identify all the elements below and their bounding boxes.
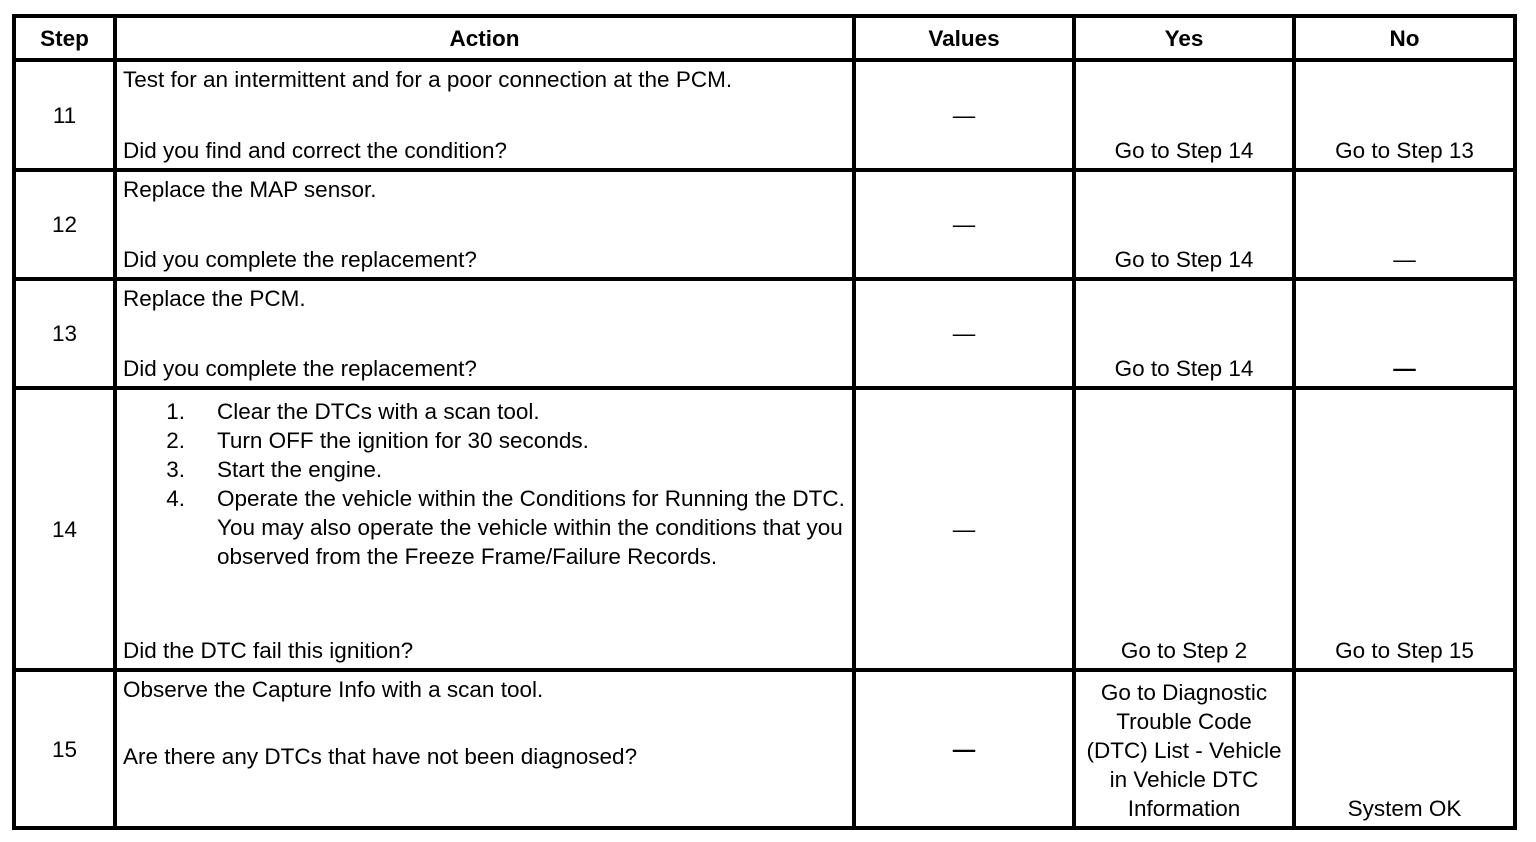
no-value: — [1393, 356, 1416, 381]
list-item-text: Operate the vehicle within the Conditions for Running the DTC. You may also operate the vehicle within the conditions that you observed from the Freeze Frame/Failure Records. [217, 486, 845, 569]
list-item-number: 1. [166, 399, 185, 424]
table-row-step-13 [14, 279, 1515, 388]
list-item-text: Turn OFF the ignition for 30 seconds. [217, 428, 589, 453]
step-number: 14 [14, 388, 115, 670]
header-values: Values [854, 16, 1074, 60]
yes-link[interactable]: Go to Step 14 [1114, 247, 1254, 272]
header-step: Step [14, 16, 115, 60]
action-question: Did you complete the replacement? [123, 247, 477, 272]
yes-cell [1074, 279, 1294, 388]
table-row-step-12 [14, 170, 1515, 279]
list-item [117, 484, 848, 571]
list-item [117, 455, 848, 484]
action-cell [115, 670, 854, 828]
header-action: Action [115, 16, 854, 60]
no-cell [1294, 170, 1515, 279]
action-steps-list [117, 397, 848, 571]
yes-link[interactable]: Go to Step 14 [1114, 356, 1254, 381]
yes-cell [1074, 60, 1294, 170]
action-instruction: Observe the Capture Info with a scan tool. [123, 677, 544, 702]
action-instruction: Test for an intermittent and for a poor connection at the PCM. [123, 67, 733, 92]
values-cell: — [854, 279, 1074, 388]
list-item [117, 426, 848, 455]
no-cell [1294, 279, 1515, 388]
no-cell [1294, 60, 1515, 170]
action-question: Are there any DTCs that have not been diagnosed? [123, 744, 638, 769]
step-number: 13 [14, 279, 115, 388]
no-cell [1294, 670, 1515, 828]
yes-link[interactable]: Go to Step 2 [1120, 638, 1248, 663]
action-cell [115, 170, 854, 279]
list-item-number: 4. [166, 486, 185, 511]
action-question: Did you find and correct the condition? [123, 138, 507, 163]
list-item-number: 2. [166, 428, 185, 453]
action-question: Did you complete the replacement? [123, 356, 477, 381]
no-link[interactable]: Go to Step 15 [1335, 638, 1474, 663]
list-item [117, 397, 848, 426]
no-link[interactable]: Go to Step 13 [1335, 138, 1474, 163]
action-cell [115, 388, 854, 670]
step-number: 11 [14, 60, 115, 170]
action-instruction: Replace the PCM. [123, 286, 306, 311]
yes-cell [1074, 388, 1294, 670]
table-row-step-15 [14, 670, 1515, 828]
action-question: Did the DTC fail this ignition? [123, 638, 414, 663]
header-yes: Yes [1074, 16, 1294, 60]
values-cell: — [854, 170, 1074, 279]
list-item-text: Clear the DTCs with a scan tool. [217, 399, 540, 424]
no-value: — [1393, 247, 1416, 272]
step-number: 15 [14, 670, 115, 828]
no-value: System OK [1347, 796, 1462, 821]
action-cell [115, 279, 854, 388]
action-cell [115, 60, 854, 170]
yes-cell [1074, 170, 1294, 279]
values-cell: — [854, 388, 1074, 670]
list-item-text: Start the engine. [217, 457, 383, 482]
list-item-number: 3. [166, 457, 185, 482]
table-row-step-11 [14, 60, 1515, 170]
values-cell: — [854, 60, 1074, 170]
yes-link[interactable]: Go to Diagnostic Trouble Code (DTC) List - Vehicle in Vehicle DTC Information [1086, 680, 1282, 821]
values-cell: — [854, 670, 1074, 828]
header-row [14, 16, 1515, 60]
action-instruction: Replace the MAP sensor. [123, 177, 377, 202]
header-no: No [1294, 16, 1515, 60]
yes-link[interactable]: Go to Step 14 [1114, 138, 1254, 163]
step-number: 12 [14, 170, 115, 279]
diagnostic-table [12, 14, 1517, 830]
no-cell [1294, 388, 1515, 670]
table-row-step-14 [14, 388, 1515, 670]
yes-cell [1074, 670, 1294, 828]
